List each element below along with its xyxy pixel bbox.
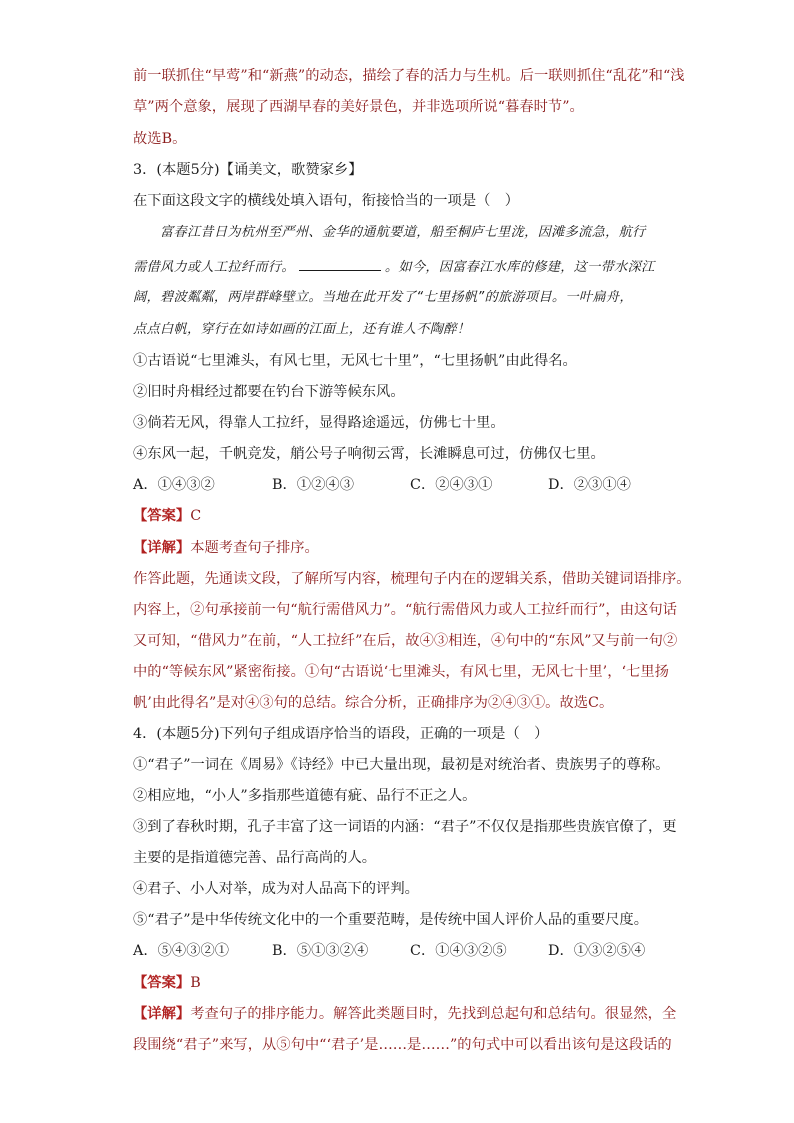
text-line: 故选B。 — [133, 131, 187, 147]
passage-line — [133, 256, 655, 278]
fill-blank — [299, 256, 381, 271]
passage-fragment: 需借风力或人工拉纤而行。 — [133, 260, 295, 275]
choice-a: A．⑤④③②① — [133, 943, 230, 959]
sentence-option: ②旧时舟楫经过都要在钓台下游等候东风。 — [133, 384, 405, 400]
sentence-option: ④君子、小人对举，成为对人品高下的评判。 — [133, 881, 419, 897]
choice-d: D．②③①④ — [548, 477, 631, 493]
passage-line: 点点白帆，穿行在如诗如画的江面上，还有谁人不陶醉！ — [133, 322, 471, 337]
answer-value: B — [190, 975, 201, 991]
explanation-line: 作答此题，先通读文段，了解所写内容，梳理句子内在的逻辑关系，借助关键词语排序。 — [133, 571, 691, 587]
question-4-header: 4．(本题5分)下列句子组成语序恰当的语段，正确的一项是（ ） — [133, 726, 549, 742]
choice-d: D．①③②⑤④ — [548, 943, 646, 959]
sentence-option: 主要的是指道德完善、品行高尚的人。 — [133, 850, 377, 866]
explanation-line: 段围绕“君子”来写，从⑤句中“‘君子’是……是……”的句式中可以看出该句是这段话的 — [133, 1037, 672, 1053]
detail-tag: 【详解】 — [133, 540, 191, 556]
question-3-choices — [133, 475, 673, 495]
answer-value: C — [190, 508, 202, 524]
passage-fragment: 。如今，因富春江水库的修建，这一带水深江 — [384, 260, 655, 275]
answer-tag: 【答案】 — [133, 975, 191, 991]
sentence-option: ⑤“君子”是中华传统文化中的一个重要范畴，是传统中国人评价人品的重要尺度。 — [133, 912, 649, 928]
sentence-option: ③到了春秋时期，孔子丰富了这一词语的内涵：“君子”不仅仅是指那些贵族官僚了，更 — [133, 819, 677, 835]
detail-line — [133, 538, 319, 558]
explanation-line: 内容上，②句承接前一句“航行需借风力”。“航行需借风力或人工拉纤而行”，由这句话 — [133, 602, 677, 618]
answer-tag: 【答案】 — [133, 508, 191, 524]
text-line: 草”两个意象，展现了西湖早春的美好景色，并非选项所说“暮春时节”。 — [133, 99, 584, 115]
choice-b: B．①②④③ — [272, 477, 354, 493]
passage-line: 阔，碧波粼粼，两岸群峰壁立。当地在此开发了“七里扬帆”的旅游项目。一叶扁舟， — [133, 290, 633, 305]
sentence-option: ②相应地，“小人”多指那些道德有疵、品行不正之人。 — [133, 788, 477, 804]
choice-b: B．⑤①③②④ — [272, 943, 369, 959]
passage-line: 富春江昔日为杭州至严州、金华的通航要道，船至桐庐七里泷，因滩多流急，航行 — [160, 225, 646, 240]
choice-c: C．②④③① — [410, 477, 493, 493]
explanation-line: 帆’由此得名”是对④③句的总结。综合分析，正确排序为②④③①。故选C。 — [133, 695, 614, 711]
answer-line — [133, 506, 201, 526]
question-3-stem: 在下面这段文字的横线处填入语句，衔接恰当的一项是（ ） — [133, 193, 520, 209]
sentence-option: ④东风一起，千帆竞发，艄公号子响彻云霄，长滩瞬息可过，仿佛仅七里。 — [133, 446, 605, 462]
detail-tag: 【详解】 — [133, 1006, 191, 1022]
choice-a: A．①④③② — [133, 477, 215, 493]
question-4-choices — [133, 941, 673, 961]
answer-line — [133, 973, 201, 993]
sentence-option: ①古语说“七里滩头，有风七里，无风七十里”，“七里扬帆”由此得名。 — [133, 353, 577, 369]
explanation-line: 又可知，“借风力”在前，“人工拉纤”在后，故④③相连，④句中的“东风”又与前一句② — [133, 633, 678, 649]
sentence-option: ①“君子”一词在《周易》《诗经》中已大量出现，最初是对统治者、贵族男子的尊称。 — [133, 757, 670, 773]
choice-c: C．①④③②⑤ — [410, 943, 507, 959]
detail-line — [133, 1004, 676, 1024]
explanation-line: 中的“等候东风”紧密衔接。①句“古语说‘七里滩头，有风七里，无风七十里’，‘七里扬 — [133, 664, 669, 680]
question-3-header: 3．(本题5分)【诵美文，歌赞家乡】 — [133, 162, 363, 178]
text-line: 前一联抓住“早莺”和“新燕”的动态，描绘了春的活力与生机。后一联则抓住“乱花”和“浅 — [133, 68, 685, 84]
detail-text: 本题考查句子排序。 — [190, 540, 319, 556]
detail-text: 考查句子的排序能力。解答此类题目时，先找到总起句和总结句。很显然，全 — [190, 1006, 677, 1022]
sentence-option: ③倘若无风，得靠人工拉纤，显得路途遥远，仿佛七十里。 — [133, 415, 505, 431]
